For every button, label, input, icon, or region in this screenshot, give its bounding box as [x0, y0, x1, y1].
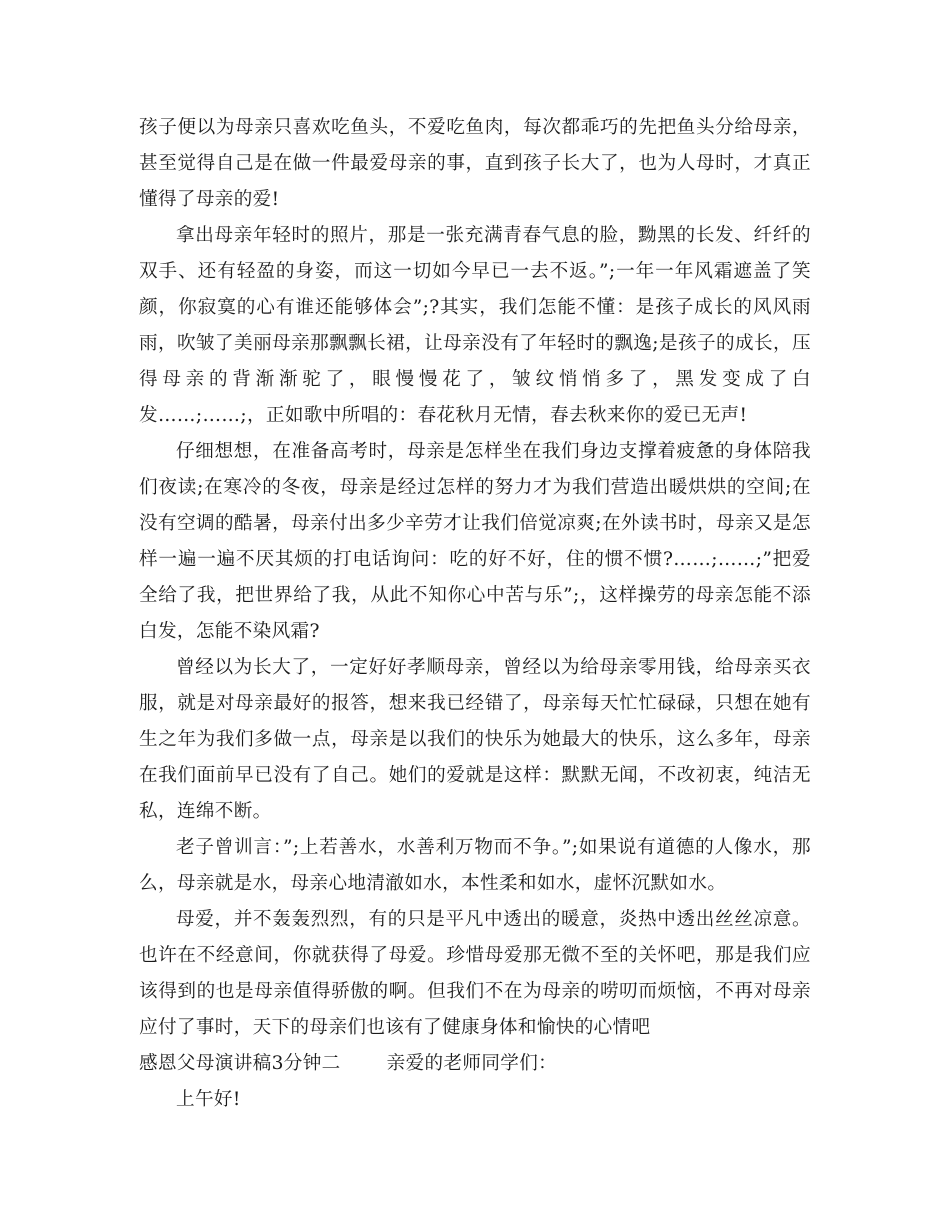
paragraph-repay-mother: 曾经以为长大了，一定好好孝顺母亲，曾经以为给母亲零用钱，给母亲买衣服，就是对母亲最好的报答，想来我已经错了，母亲每天忙忙碌碌，只想在她有生之年为我们多做一点，母亲是以我们的快乐为她最大的快乐，这么多年，母亲在我们面前早已没有了自己。她们的爱就是这样：默默无闻，不改初衷，纯洁无私，连绵不断。 [139, 657, 811, 822]
document-body [139, 110, 811, 1118]
section-title-line [139, 1046, 811, 1082]
salutation: 亲爱的老师同学们： [386, 1053, 558, 1074]
paragraph-laozi-quote: 老子曾训言：”;上若善水，水善利万物而不争。”;如果说有道德的人像水，那么，母亲就是水，母亲心地清澈如水，本性柔和如水，虚怀沉默如水。 [139, 837, 811, 894]
paragraph-fish-head: 孩子便以为母亲只喜欢吃鱼头，不爱吃鱼肉，每次都乖巧的先把鱼头分给母亲，甚至觉得自己是在做一件最爱母亲的事，直到孩子长大了，也为人母时，才真正懂得了母亲的爱! [139, 117, 811, 210]
greeting: 上午好! [176, 1089, 241, 1110]
section-title: 感恩父母演讲稿3分钟二 [139, 1053, 341, 1074]
paragraph-cherish-love: 母爱，并不轰轰烈烈，有的只是平凡中透出的暖意，炎热中透出丝丝凉意。也许在不经意间，你就获得了母爱。珍惜母爱那无微不至的关怀吧，那是我们应该得到的也是母亲值得骄傲的啊。但我们不在为母亲的唠叨而烦恼，不再对母亲应付了事时，天下的母亲们也该有了健康身体和愉快的心情吧 [139, 909, 811, 1038]
paragraph-exam-memories: 仔细想想，在准备高考时，母亲是怎样坐在我们身边支撑着疲惫的身体陪我们夜读;在寒冷的冬夜，母亲是经过怎样的努力才为我们营造出暖烘烘的空间;在没有空调的酷暑，母亲付出多少辛劳才让我们倍觉凉爽;在外读书时，母亲又是怎样一遍一遍不厌其烦的打电话询问：吃的好不好，住的惯不惯?……;……;”把爱全给了我，把世界给了我，从此不知你心中苦与乐”;，这样操劳的母亲怎能不添白发，怎能不染风霜? [139, 441, 811, 642]
paragraph-old-photo: 拿出母亲年轻时的照片，那是一张充满青春气息的脸，黝黑的长发、纤纤的双手、还有轻盈的身姿，而这一切如今早已一去不返。”;一年一年风霜遮盖了笑颜，你寂寞的心有谁还能够体会”;?其实，我们怎能不懂：是孩子成长的风风雨雨，吹皱了美丽母亲那飘飘长裙，让母亲没有了年轻时的飘逸;是孩子的成长，压得母亲的背渐渐驼了，眼慢慢花了，皱纹悄悄多了，黑发变成了白发……;……;，正如歌中所唱的：春花秋月无情，春去秋来你的爱已无声! [139, 225, 811, 426]
